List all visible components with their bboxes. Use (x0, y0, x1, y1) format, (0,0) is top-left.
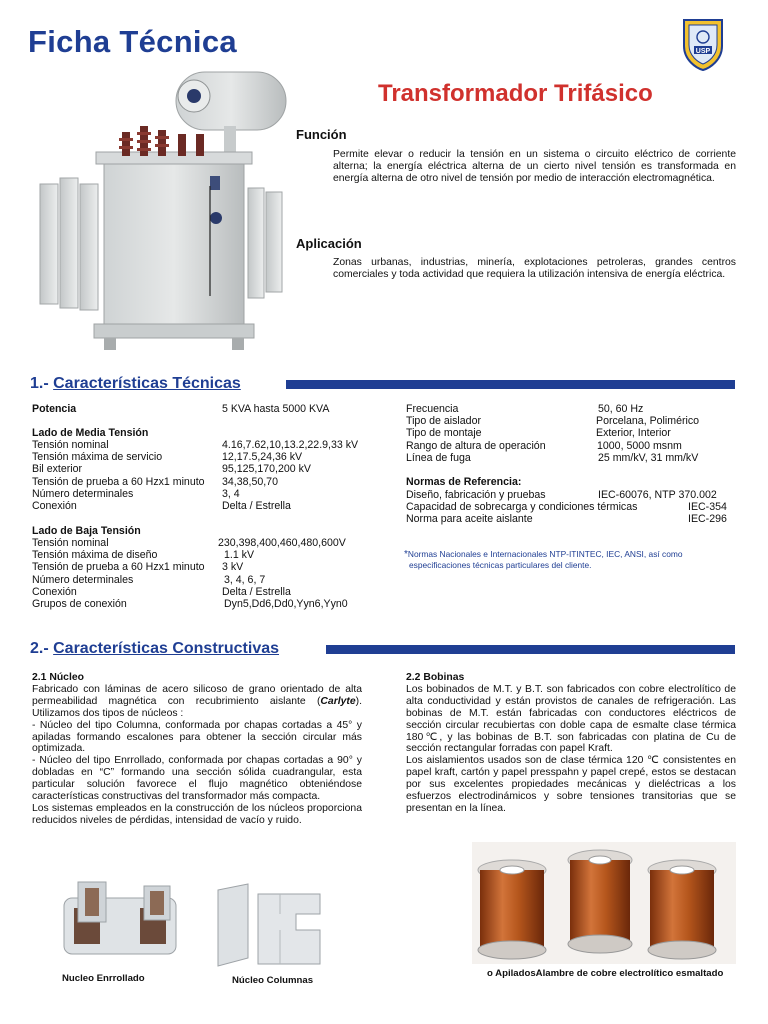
normas-note (404, 549, 744, 571)
potencia-value: 5 KVA hasta 5000 KVA (222, 403, 330, 415)
nucleo-intro-b: ). Utilizamos dos tipos de núcleos : (32, 695, 362, 719)
baja-row-value: 1.1 kV (224, 549, 255, 562)
nucleo-closing: Los sistemas empleados en la construcción de los núcleos proporciona reducidos niveles de pérdidas, intensidad de vacío y ruido. (32, 802, 362, 826)
aplicacion-text: Zonas urbanas, industrias, minería, explotaciones petroleras, grandes centros comerciales y toda actividad que requiera la utilización intensiva de energía eléctrica. (333, 257, 736, 281)
bobinas-heading: 2.2 Bobinas (406, 672, 465, 683)
baja-row-label: Número determinales (32, 573, 134, 586)
baja-row-value: 3 kV (222, 561, 244, 574)
normas-row-label: Capacidad de sobrecarga y condiciones térmicas (406, 501, 638, 514)
media-row-value: Delta / Estrella (222, 500, 291, 512)
section1-title: Características Técnicas (53, 375, 241, 392)
note-line2: especificaciones técnicas particulares del cliente. (409, 560, 592, 570)
nucleo-brand: Carlyte (320, 695, 356, 707)
normas-row-value: IEC-296 (688, 513, 727, 526)
media-row-label: Tensión nominal (32, 439, 109, 451)
section2-divider (326, 645, 735, 654)
usp-logo (680, 16, 726, 72)
normas-heading: Normas de Referencia: (406, 476, 522, 488)
right-row-label: Línea de fuga (406, 451, 471, 464)
caption-nucleo-columnas: Núcleo Columnas (232, 975, 314, 986)
section1-number: 1.- (30, 375, 49, 392)
right-row-value: 25 mm/kV, 31 mm/kV (598, 451, 699, 464)
baja-row-label: Tensión de prueba a 60 Hzx1 minuto (32, 561, 205, 574)
transformer-photo (34, 66, 292, 356)
baja-row-label: Grupos de conexión (32, 598, 127, 610)
aplicacion-heading: Aplicación (296, 236, 362, 251)
media-row-label: Tensión de prueba a 60 Hzx1 minuto (32, 475, 205, 488)
caption-alambre-cobre: o ApiladosAlambre de cobre electrolítico esmaltado (487, 968, 724, 979)
right-row-value: 1000, 5000 msnm (597, 439, 682, 452)
media-row-label: Conexión (32, 500, 77, 512)
right-row-value: Exterior, Interior (596, 427, 671, 440)
section1-heading (30, 375, 241, 393)
right-row-value: Porcelana, Polimérico (596, 415, 700, 428)
right-row-label: Frecuencia (406, 403, 459, 415)
media-row-value: 34,38,50,70 (222, 475, 278, 488)
nucleo-bullet-enrrollado: - Núcleo del tipo Enrrollado, conformada por chapas cortadas a 90° y dobladas en “C” formando una sección sólida cuadrangular, esta particular solución favorece el flujo magnético obteniéndose características constructivas del transformador más compacta. (32, 755, 362, 803)
product-title: Transformador Trifásico (378, 80, 653, 107)
normas-row-value: IEC-354 (688, 501, 727, 514)
right-row-label: Rango de altura de operación (406, 439, 546, 452)
caption-nucleo-enrrollado: Nucleo Enrrollado (62, 973, 145, 984)
core-enrrollado-photo (58, 878, 182, 968)
baja-row-value: 3, 4, 6, 7 (224, 573, 266, 586)
funcion-heading: Función (296, 127, 347, 142)
normas-row-value: IEC-60076, NTP 370.002 (598, 489, 717, 501)
normas-row-label: Diseño, fabricación y pruebas (406, 489, 546, 501)
media-row-label: Tensión máxima de servicio (32, 451, 163, 464)
nucleo-bullet-columna: - Núcleo del tipo Columna, conformada por chapas cortadas a 45° y apiladas formando escalones para obtener la sección circular más optimizada. (32, 719, 362, 755)
note-line1: Normas Nacionales e Internacionales NTP-ITINTEC, IEC, ANSI, así como (407, 549, 683, 559)
note-star: * (404, 549, 408, 560)
nucleo-intro (32, 684, 362, 720)
section2-number: 2.- (30, 640, 49, 657)
right-row-label: Tipo de montaje (406, 427, 482, 440)
section2-heading (30, 640, 279, 658)
core-columnas-photo (214, 880, 324, 970)
right-row-value: 50, 60 Hz (598, 403, 644, 415)
potencia-label: Potencia (32, 403, 77, 415)
nucleo-intro-a: Fabricado con láminas de acero silicoso de grano orientado de alta permeabilidad magnética con recubrimiento aislante ( (32, 683, 362, 707)
section1-divider (286, 380, 735, 389)
media-row-value: 4.16,7.62,10,13.2,22.9,33 kV (222, 439, 359, 451)
funcion-text: Permite elevar o reducir la tensión en un sistema o circuito eléctrico de corriente alterna; la energía eléctrica alterna de un cierto nivel tensión es transformada en energía alterna de otro nivel de tensión por medio de interacción electromagnética. (333, 149, 736, 185)
media-row-value: 3, 4 (222, 487, 240, 500)
media-row-label: Bil exterior (32, 463, 83, 476)
right-row-label: Tipo de aislador (406, 415, 481, 428)
bobinas-p2: Los aislamientos usados son de clase térmica 120 ℃ consistentes en papel kraft, cartón y papel presspahn y papel crepé, estos se destacan por sus excelentes propiedades mecánicas y dieléctricas a los esfuerzos electrodinámicos y sobre tensiones transitorias que se presentan en la línea. (406, 755, 736, 814)
bobinas-block (406, 672, 736, 815)
section2-title: Características Constructivas (53, 640, 280, 657)
logo-text: USP (695, 48, 711, 55)
normas-row-label: Norma para aceite aislante (406, 513, 533, 526)
copper-coil-photo (472, 842, 736, 964)
media-row-value: 95,125,170,200 kV (222, 463, 311, 476)
bobinas-p1: Los bobinados de M.T. y B.T. son fabricados con cobre electrolítico de alta conductividad y están provistos de canales de refrigeración. Las bobinas de M.T. están fabricadas con conductores eléctricos de sección circular recubiertas con doble capa de esmalte clase térmica 180℃, y las bobinas de B.T. son fabricadas con platina de Cu de sección rectangular forradas con papel Kraft. (406, 683, 736, 755)
baja-row-value: Dyn5,Dd6,Dd0,Yyn6,Yyn0 (224, 598, 348, 610)
nucleo-heading: 2.1 Núcleo (32, 672, 84, 683)
baja-heading: Lado de Baja Tensión (32, 525, 141, 537)
baja-row-value: 230,398,400,460,480,600V (218, 537, 346, 549)
baja-row-label: Tensión nominal (32, 537, 109, 549)
baja-row-label: Tensión máxima de diseño (32, 549, 158, 562)
media-row-value: 12,17.5,24,36 kV (222, 451, 303, 464)
page-title: Ficha Técnica (28, 24, 237, 59)
baja-row-label: Conexión (32, 585, 77, 598)
media-row-label: Número determinales (32, 487, 134, 500)
nucleo-block (32, 672, 362, 827)
media-heading: Lado de Media Tensión (32, 427, 149, 439)
baja-row-value: Delta / Estrella (222, 585, 291, 598)
